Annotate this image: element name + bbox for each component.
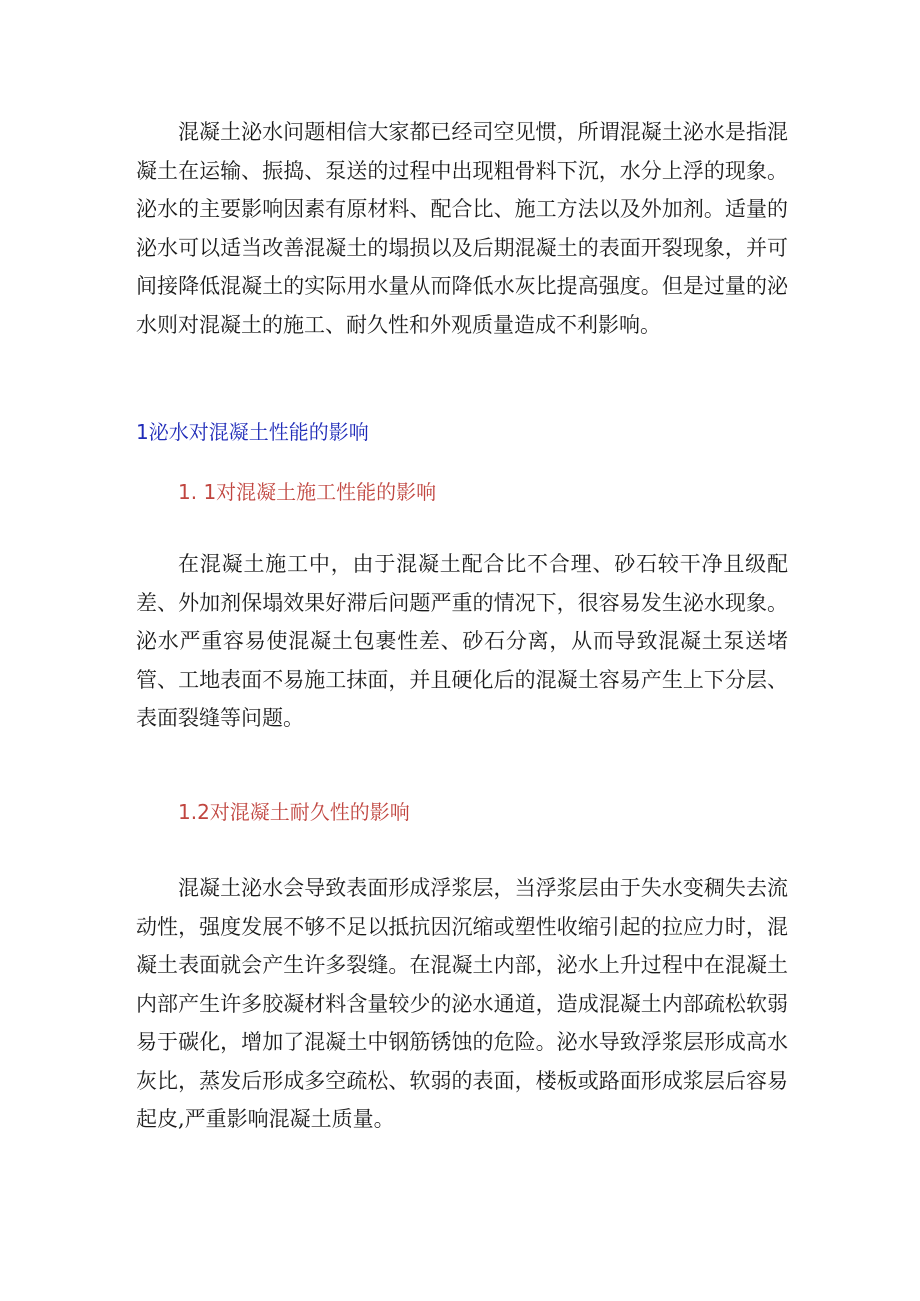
heading-section-1-2: 1.2对混凝土耐久性的影响: [178, 800, 410, 824]
paragraph-intro: 混凝土泌水问题相信大家都已经司空见惯，所谓混凝土泌水是指混凝土在运输、振捣、泵送的过程中出现粗骨料下沉，水分上浮的现象。泌水的主要影响因素有原材料、配合比、施工方法以及外加剂。适量的泌水可以适当改善混凝土的塌损以及后期混凝土的表面开裂现象，并可间接降低混凝土的实际用水量从而降低水灰比提高强度。但是过量的泌水则对混凝土的施工、耐久性和外观质量造成不利影响。: [136, 120, 788, 337]
paragraph-durability: 混凝土泌水会导致表面形成浮浆层，当浮浆层由于失水变稠失去流动性，强度发展不够不足以抵抗因沉缩或塑性收缩引起的拉应力时，混凝土表面就会产生许多裂缝。在混凝土内部，泌水上升过程中在混凝土内部产生许多胶凝材料含量较少的泌水通道，造成混凝土内部疏松软弱易于碳化，增加了混凝土中钢筋锈蚀的危险。泌水导致浮浆层形成高水灰比，蒸发后形成多空疏松、软弱的表面，楼板或路面形成浆层后容易起皮,严重影响混凝土质量。: [136, 876, 788, 1131]
heading-section-1-1: 1. 1对混凝土施工性能的影响: [178, 480, 437, 504]
paragraph-construction: 在混凝土施工中，由于混凝土配合比不合理、砂石较干净且级配差、外加剂保塌效果好滞后问题严重的情况下，很容易发生泌水现象。泌水严重容易使混凝土包裹性差、砂石分离，从而导致混凝土泵送堵管、工地表面不易施工抹面，并且硬化后的混凝土容易产生上下分层、表面裂缝等问题。: [136, 552, 788, 730]
heading-section-1: 1泌水对混凝土性能的影响: [136, 420, 369, 444]
